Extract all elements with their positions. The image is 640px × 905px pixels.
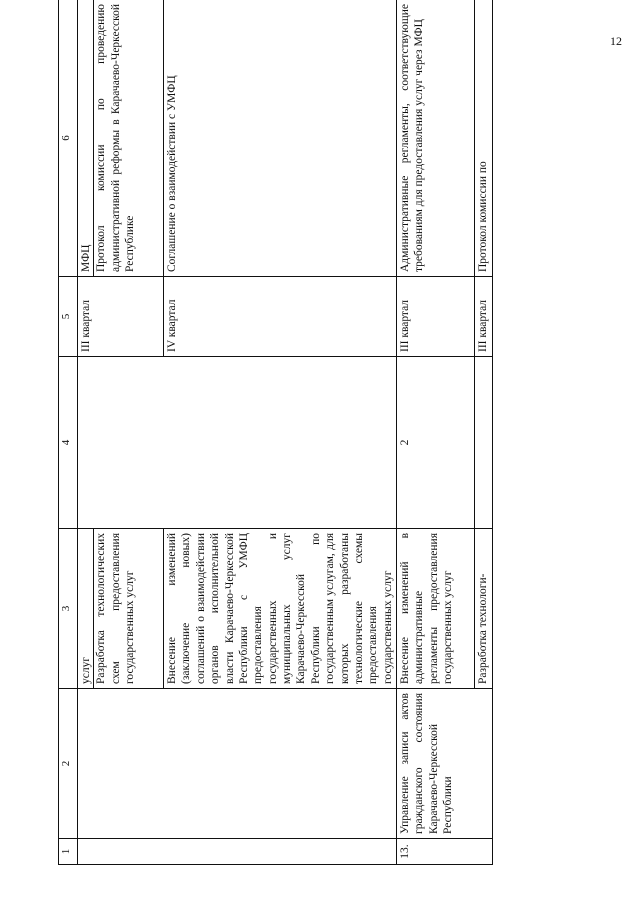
cell-measure-main: Разработка технологических схем предоставления государственных услуг [95,533,137,684]
cell-count: 2 [397,357,475,529]
cell-measure: Внесение изменений (заключение новых) соглашений о взаимодействии органов исполнительной власти Карачаево-Черкесской Республики с УМФЦ предоставления государственных и муниципальных услуг Карачаево-Черкесской Республики по государственным услугам, для которых разработаны технологические схемы предоставления государственных услуг [164,529,397,689]
cell-measure-top: услуг [79,529,94,688]
cell-result: Соглашение о взаимодействии с УМФЦ [164,0,397,277]
plan-table [58,0,493,865]
cell-period: III квартал [475,277,493,357]
cell-num: 13. [397,839,493,865]
cell-num-empty [78,839,397,865]
header-col-5: 5 [59,277,78,357]
cell-org-empty [78,689,397,839]
cell-count-empty [475,357,493,529]
cell-count-empty [78,357,397,529]
cell-result: Административные регламенты, соответствующие требованиям для предоставления услуг через МФЦ [397,0,475,277]
header-col-3: 3 [59,529,78,689]
cell-measure: Внесение изменений в административные регламенты предоставления государственных услуг [397,529,475,689]
page-number: 12 [610,34,622,48]
cell-org: Управление записи актов гражданского состояния Карачаево-Черкесской Республики [397,689,493,839]
header-col-4: 4 [59,357,78,529]
header-col-2: 2 [59,689,78,839]
cell-result [78,0,164,277]
cell-measure: Разработка технологи- [475,529,493,689]
header-col-1: 1 [59,839,78,865]
cell-result: Протокол комиссии по [475,0,493,277]
header-row [59,0,78,865]
cell-period: III квартал [78,277,164,357]
rotated-table-container [58,0,618,865]
cell-period: IV квартал [164,277,397,357]
header-col-6: 6 [59,0,78,277]
cell-measure [78,529,164,689]
table-row [397,0,475,865]
cell-result-top: МФЦ [79,0,94,276]
cell-period: III квартал [397,277,475,357]
cell-result-main: Протокол комиссии по проведению административной реформы в Карачаево-Черкесской Республике [95,4,137,272]
table-row [78,0,164,865]
